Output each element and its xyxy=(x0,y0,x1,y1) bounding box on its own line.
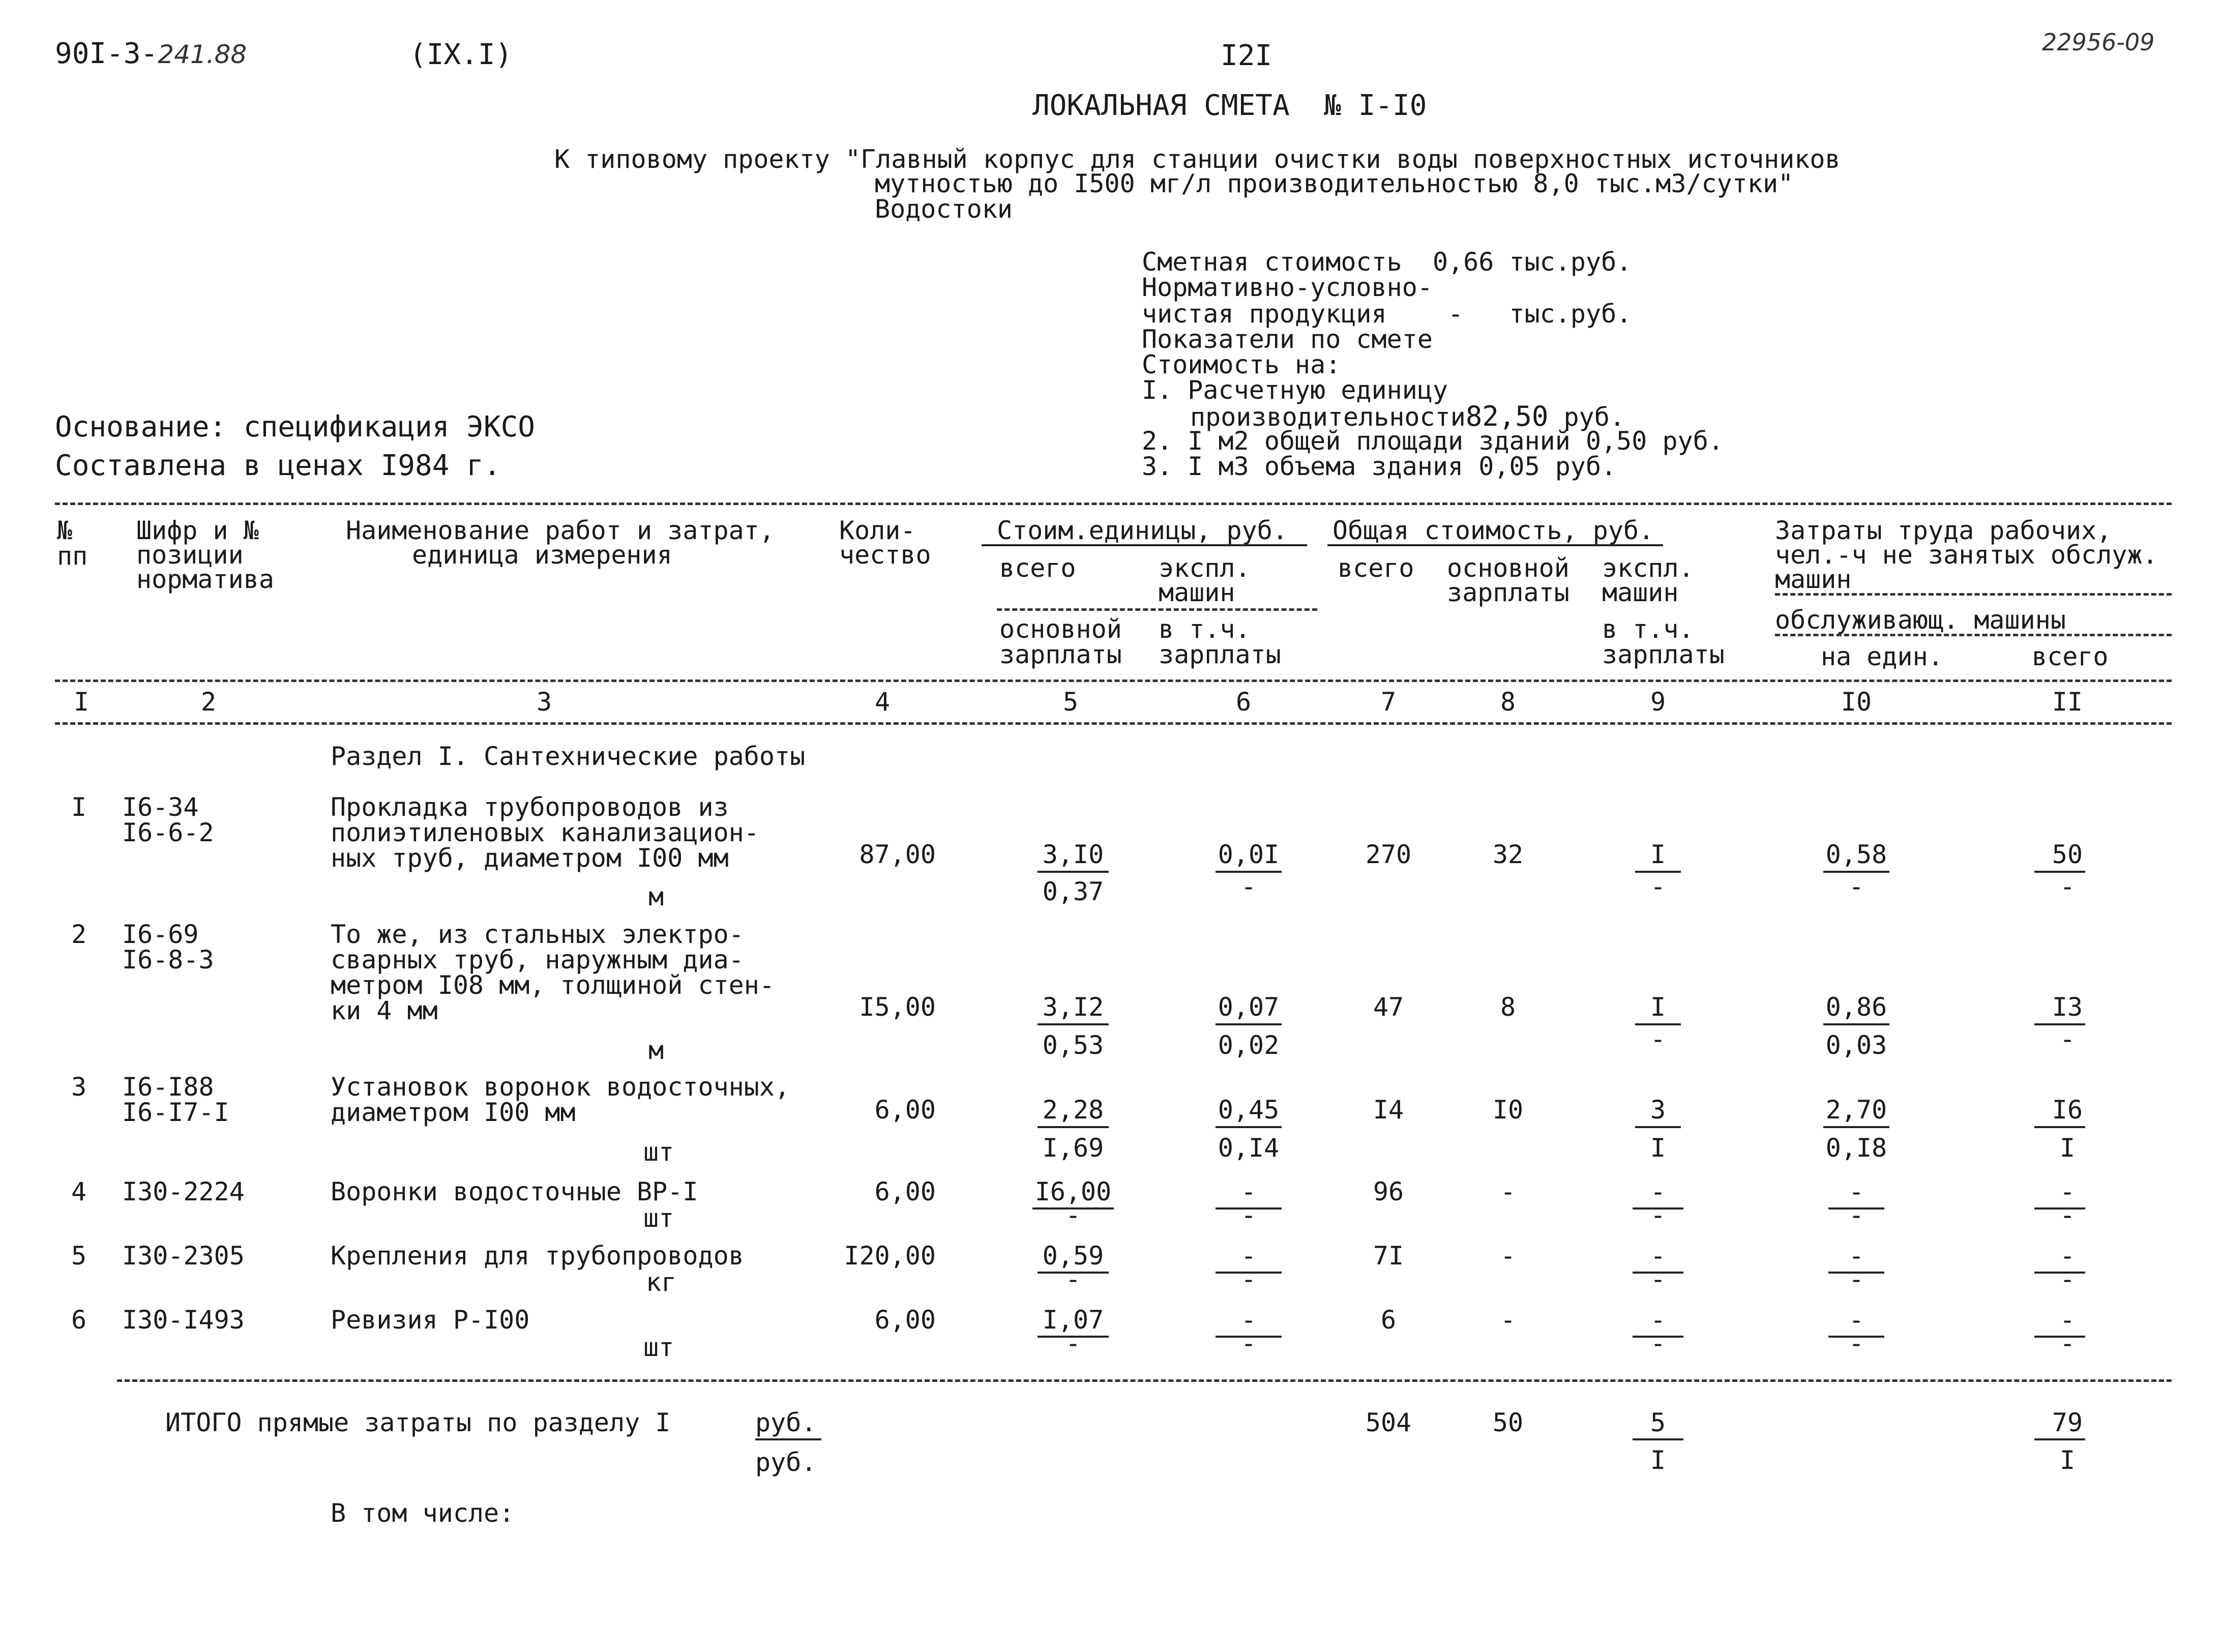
totals-label: ИТОГО прямые затраты по разделу I xyxy=(165,1408,671,1437)
row-unit-cost: 2,28 xyxy=(1042,1095,1104,1125)
row-total-wages: - xyxy=(1500,1177,1516,1206)
row-unit-wages: I,69 xyxy=(1042,1133,1104,1163)
colnum-4: 4 xyxy=(874,687,891,717)
totals-wages: 50 xyxy=(1492,1408,1524,1437)
summary-item1-cont: производительности82,50 руб. xyxy=(1190,400,1625,432)
row-name: ных труб, диаметром I00 мм xyxy=(331,843,729,873)
summary-cost: Сметная стоимость 0,66 тыс.руб. xyxy=(1142,247,1632,277)
row-total: I4 xyxy=(1373,1095,1404,1125)
header-bottom-rule xyxy=(55,680,2172,682)
col6-header-1: экспл. xyxy=(1159,553,1251,583)
col4-header-1: Коли- xyxy=(839,516,916,545)
row-code: I6-8-3 xyxy=(122,945,214,975)
row-labor-unit: 2,70 xyxy=(1825,1095,1887,1125)
row-qty: I5,00 xyxy=(859,992,936,1022)
row-total: 47 xyxy=(1373,992,1404,1022)
col1-header-a: № xyxy=(57,516,73,545)
colnum-11: II xyxy=(2052,687,2083,717)
row-code: I6-I88 xyxy=(122,1072,214,1102)
page-number: I2I xyxy=(1221,39,1272,72)
row-unit-machines: - xyxy=(1240,1305,1257,1335)
totals-total: 504 xyxy=(1365,1408,1412,1437)
colnum-3: 3 xyxy=(536,687,552,717)
summary-item2: 2. I м2 общей площади зданий 0,50 руб. xyxy=(1142,426,1724,456)
row-name: То же, из стальных электро- xyxy=(331,920,744,949)
row-labor-unit: - xyxy=(1848,1241,1864,1271)
project-line-3: Водостоки xyxy=(875,194,1013,224)
total-cost-group-header: Общая стоимость, руб. xyxy=(1332,516,1654,545)
row-name: метром I08 мм, толщиной стен- xyxy=(331,970,775,1000)
row-total: 270 xyxy=(1365,840,1412,869)
labor-sub-header: обслуживающ. машины xyxy=(1775,605,2066,635)
colnum-7: 7 xyxy=(1380,687,1397,717)
row-labor-total-machines: - xyxy=(2059,1264,2076,1294)
row-unit-machine-wages: - xyxy=(1240,1200,1257,1230)
colnum-bottom-rule xyxy=(55,722,2172,725)
row-name: Установок воронок водосточных, xyxy=(331,1072,790,1102)
row-labor-unit-machines: - xyxy=(1848,1329,1864,1358)
row-unit-wages: - xyxy=(1065,1264,1081,1294)
row-total-wages: 32 xyxy=(1492,840,1524,869)
row-labor-total: - xyxy=(2059,1241,2076,1271)
row-code: I6-6-2 xyxy=(122,818,214,847)
row-total-machine-wages: I xyxy=(1650,1133,1666,1163)
row-labor-unit-machines: 0,03 xyxy=(1825,1030,1887,1060)
col9-sub-2: зарплаты xyxy=(1602,640,1725,669)
col6-sub-2: зарплаты xyxy=(1159,640,1281,669)
fraction-rule xyxy=(1633,1438,1683,1440)
page-title: ЛОКАЛЬНАЯ СМЕТА № I-I0 xyxy=(1032,89,1427,122)
col7-header: всего xyxy=(1338,553,1414,583)
col5-sub-1: основной xyxy=(999,614,1122,644)
price-level-note: Составлена в ценах I984 г. xyxy=(55,449,501,482)
row-unit: шт xyxy=(643,1333,674,1362)
row-qty: I20,00 xyxy=(844,1241,936,1271)
totals-machine-wages: I xyxy=(1650,1446,1666,1475)
col6-header-2: машин xyxy=(1159,578,1235,607)
row-unit-machine-wages: 0,02 xyxy=(1218,1030,1280,1060)
row-number: 2 xyxy=(71,920,87,949)
row-code: I6-I7-I xyxy=(122,1098,229,1127)
row-labor-unit-machines: - xyxy=(1848,1200,1864,1230)
archive-stamp-number: 22956-09 xyxy=(2042,28,2155,56)
fraction-rule xyxy=(1216,1126,1282,1128)
col6-sub-1: в т.ч. xyxy=(1159,614,1251,644)
row-labor-total: - xyxy=(2059,1305,2076,1335)
row-total: 7I xyxy=(1373,1241,1404,1271)
fraction-rule xyxy=(1038,1126,1109,1128)
row-labor-unit-machines: - xyxy=(1848,872,1864,901)
summary-line2: Нормативно-условно- xyxy=(1142,273,1433,302)
including-note: В том числе: xyxy=(331,1498,515,1528)
row-total-machines: 3 xyxy=(1650,1095,1666,1125)
row-unit-wages: - xyxy=(1065,1329,1081,1358)
header-top-rule xyxy=(55,503,2172,505)
row-name: полиэтиленовых канализацион- xyxy=(331,818,759,847)
row-unit-machine-wages: - xyxy=(1240,1329,1257,1358)
fraction-rule xyxy=(1038,1023,1109,1025)
unit-cost-mid-rule xyxy=(997,608,1317,611)
row-total-machines: - xyxy=(1650,1177,1666,1206)
row-unit-wages: 0,53 xyxy=(1042,1030,1104,1060)
row-total-machine-wages: - xyxy=(1650,1024,1666,1054)
album-number: (IX.I) xyxy=(409,38,513,71)
labor-sub-rule xyxy=(1775,634,2172,636)
total-cost-group-rule xyxy=(1327,544,1663,546)
col2-header-1: Шифр и № xyxy=(136,516,259,545)
project-line-1: К типовому проекту "Главный корпус для станции очистки воды поверхностных источников xyxy=(554,144,1841,174)
row-total-wages: - xyxy=(1500,1305,1516,1335)
unit-cost-group-header: Стоим.единицы, руб. xyxy=(997,516,1288,545)
row-labor-total-machines: - xyxy=(2059,1329,2076,1358)
row-code: I30-2305 xyxy=(122,1241,245,1271)
col3-header-2: единица измерения xyxy=(412,540,672,570)
row-qty: 6,00 xyxy=(874,1305,936,1335)
row-number: 6 xyxy=(71,1305,87,1335)
row-unit-machine-wages: 0,I4 xyxy=(1218,1133,1280,1163)
row-total-wages: 8 xyxy=(1500,992,1516,1022)
row-labor-unit: - xyxy=(1848,1305,1864,1335)
row-unit-machines: - xyxy=(1240,1177,1257,1206)
doc-code: 90I-3-241.88 xyxy=(55,37,247,70)
row-total-wages: - xyxy=(1500,1241,1516,1271)
row-name: сварных труб, наружным диа- xyxy=(331,945,744,975)
row-labor-total-machines: - xyxy=(2059,1200,2076,1230)
row-total-machines: - xyxy=(1650,1305,1666,1335)
row-code: I6-69 xyxy=(122,920,199,949)
row-labor-total-machines: - xyxy=(2059,872,2076,901)
row-name: Прокладка трубопроводов из xyxy=(331,792,729,822)
fraction-rule xyxy=(1216,1023,1282,1025)
row-code: I30-2224 xyxy=(122,1177,245,1206)
row-code: I30-I493 xyxy=(122,1305,245,1335)
col10-header: на един. xyxy=(1821,642,1943,671)
row-unit: шт xyxy=(643,1203,674,1233)
summary-item3: 3. I м3 объема здания 0,05 руб. xyxy=(1142,452,1617,481)
summary-indicators: Показатели по смете xyxy=(1142,324,1433,354)
totals-labor-machines: I xyxy=(2059,1446,2076,1475)
row-unit-machines: 0,45 xyxy=(1218,1095,1280,1125)
row-total-machine-wages: - xyxy=(1650,1200,1666,1230)
row-unit-wages: - xyxy=(1065,1200,1081,1230)
row-unit-machine-wages: - xyxy=(1240,872,1257,901)
summary-net-product: чистая продукция - тыс.руб. xyxy=(1142,299,1632,329)
row-total-machine-wages: - xyxy=(1650,872,1666,901)
totals-labor: 79 xyxy=(2052,1408,2083,1437)
col2-header-3: норматива xyxy=(136,565,274,594)
col5-header: всего xyxy=(999,553,1076,583)
col4-header-2: чество xyxy=(839,540,931,570)
colnum-10: I0 xyxy=(1841,687,1872,717)
row-unit-cost: I,07 xyxy=(1042,1305,1104,1335)
row-labor-unit: 0,58 xyxy=(1825,840,1887,869)
row-unit: м xyxy=(648,1036,664,1065)
fraction-rule xyxy=(755,1438,821,1440)
fraction-rule xyxy=(2034,1438,2085,1440)
row-labor-total-machines: I xyxy=(2059,1133,2076,1163)
fraction-rule xyxy=(1635,1126,1681,1128)
col9-header-2: машин xyxy=(1602,578,1679,607)
unit-cost-group-rule xyxy=(982,544,1307,546)
row-unit-cost: 3,I0 xyxy=(1042,840,1104,869)
col9-sub-1: в т.ч. xyxy=(1602,614,1694,644)
section-title: Раздел I. Сантехнические работы xyxy=(331,742,806,771)
row-total-machine-wages: - xyxy=(1650,1329,1666,1358)
fraction-rule xyxy=(1823,1126,1889,1128)
labor-group-header-3: машин xyxy=(1775,565,1852,594)
col3-header-1: Наименование работ и затрат, xyxy=(346,516,775,545)
row-total-machines: I xyxy=(1650,992,1666,1022)
colnum-2: 2 xyxy=(200,687,217,717)
row-labor-total: 50 xyxy=(2052,840,2083,869)
row-labor-unit: 0,86 xyxy=(1825,992,1887,1022)
row-labor-unit-machines: 0,I8 xyxy=(1825,1133,1887,1163)
row-unit-machines: 0,07 xyxy=(1218,992,1280,1022)
row-number: 5 xyxy=(71,1241,87,1271)
row-unit-cost: I6,00 xyxy=(1034,1177,1112,1206)
row-number: I xyxy=(71,792,87,822)
labor-group-header-1: Затраты труда рабочих, xyxy=(1775,516,2112,545)
row-name: ки 4 мм xyxy=(331,996,438,1025)
fraction-rule xyxy=(1823,1023,1889,1025)
col11-header: всего xyxy=(2032,642,2109,671)
col1-header-b: пп xyxy=(57,541,88,571)
col8-header-2: зарплаты xyxy=(1447,578,1569,607)
row-code: I6-34 xyxy=(122,792,199,822)
row-number: 3 xyxy=(71,1072,87,1102)
row-total-machines: - xyxy=(1650,1241,1666,1271)
project-line-2: мутностью до I500 мг/л производительностью 8,0 тыс.м3/сутки" xyxy=(875,169,1794,198)
row-name: Воронки водосточные ВР-I xyxy=(331,1177,698,1206)
col9-header-1: экспл. xyxy=(1602,553,1694,583)
row-name: Крепления для трубопроводов xyxy=(331,1241,744,1271)
row-qty: 6,00 xyxy=(874,1095,936,1125)
basis-note: Основание: спецификация ЭКСО xyxy=(55,410,536,444)
row-total-wages: I0 xyxy=(1492,1095,1524,1125)
doc-code-handwritten: 241.88 xyxy=(158,40,247,69)
row-unit-cost: 3,I2 xyxy=(1042,992,1104,1022)
labor-group-header-2: чел.-ч не занятых обслуж. xyxy=(1775,540,2158,570)
section-total-rule xyxy=(117,1379,2172,1382)
col8-header-1: основной xyxy=(1447,553,1569,583)
row-qty: 87,00 xyxy=(859,840,936,869)
row-number: 4 xyxy=(71,1177,87,1206)
labor-mid-rule xyxy=(1775,593,2172,596)
row-qty: 6,00 xyxy=(874,1177,936,1206)
row-labor-unit: - xyxy=(1848,1177,1864,1206)
row-unit: кг xyxy=(646,1267,677,1297)
row-labor-total-machines: - xyxy=(2059,1024,2076,1054)
row-name: Ревизия Р-I00 xyxy=(331,1305,530,1335)
totals-machines: 5 xyxy=(1650,1408,1666,1437)
summary-cost-per: Стоимость на: xyxy=(1142,350,1341,379)
row-name: диаметром I00 мм xyxy=(331,1098,576,1127)
row-unit-cost: 0,59 xyxy=(1042,1241,1104,1271)
row-labor-total: I6 xyxy=(2052,1095,2083,1125)
col5-sub-2: зарплаты xyxy=(999,640,1122,669)
row-unit-machines: - xyxy=(1240,1241,1257,1271)
colnum-1: I xyxy=(73,687,90,717)
totals-unit-2: руб. xyxy=(755,1448,817,1477)
colnum-5: 5 xyxy=(1062,687,1079,717)
row-total-machines: I xyxy=(1650,840,1666,869)
row-total-machine-wages: - xyxy=(1650,1264,1666,1294)
row-unit: м xyxy=(648,882,664,911)
fraction-rule xyxy=(1038,871,1109,873)
row-unit-machines: 0,0I xyxy=(1218,840,1280,869)
row-labor-total: - xyxy=(2059,1177,2076,1206)
fraction-rule xyxy=(2034,1126,2085,1128)
row-total: 96 xyxy=(1373,1177,1404,1206)
row-labor-unit-machines: - xyxy=(1848,1264,1864,1294)
row-labor-total: I3 xyxy=(2052,992,2083,1022)
colnum-8: 8 xyxy=(1500,687,1516,717)
summary-item1: I. Расчетную единицу xyxy=(1142,375,1448,405)
colnum-9: 9 xyxy=(1650,687,1666,717)
row-unit: шт xyxy=(643,1137,674,1167)
col2-header-2: позиции xyxy=(136,540,244,570)
row-unit-machine-wages: - xyxy=(1240,1264,1257,1294)
totals-unit-1: руб. xyxy=(755,1408,817,1437)
row-unit-wages: 0,37 xyxy=(1042,877,1104,906)
row-total: 6 xyxy=(1380,1305,1397,1335)
colnum-6: 6 xyxy=(1235,687,1252,717)
